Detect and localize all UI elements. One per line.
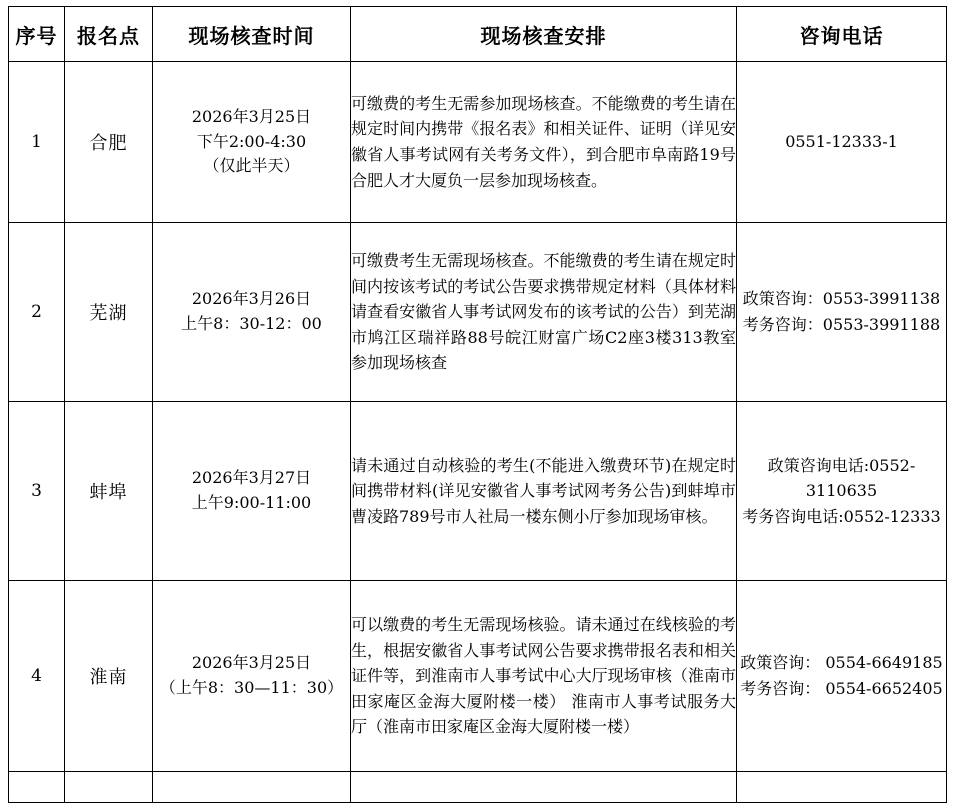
- cell-phone: [737, 402, 947, 581]
- cell-index: 2: [9, 223, 65, 402]
- column-header-index: 序号: [9, 7, 65, 62]
- onsite-verification-table: [8, 6, 947, 803]
- column-header-arrangement: 现场核查安排: [351, 7, 737, 62]
- cell-arrangement: 可缴费的考生无需参加现场核查。不能缴费的考生请在规定时间内携带《报名表》和相关证件、证明（详见安徽省人事考试网有关考务文件），到合肥市阜南路19号合肥人才大厦负一层参加现场核查。: [351, 62, 737, 223]
- phone-line: 考务咨询： 0554-6652405: [740, 679, 943, 698]
- phone-line: 政策咨询电话:0552-: [767, 455, 916, 475]
- cell-time: [153, 402, 351, 581]
- column-header-site: 报名点: [65, 7, 153, 62]
- cell-index: [9, 772, 65, 803]
- cell-arrangement: 可缴费考生无需现场核查。不能缴费的考生请在规定时间内按该考试的考试公告要求携带规定材料（具体材料请查看安徽省人事考试网发布的该考试的公告）到芜湖市鸠江区瑞祥路88号皖江财富广场C2座3楼313教室参加现场核查: [351, 223, 737, 402]
- cell-arrangement: [351, 772, 737, 803]
- cell-site: 蚌埠: [65, 402, 153, 581]
- phone-line: 考务咨询电话:0552-12333: [742, 506, 941, 526]
- cell-time: [153, 772, 351, 803]
- cell-time: [153, 62, 351, 223]
- time-line: 2026年3月25日: [191, 653, 312, 673]
- time-line: 下午2:00-4:30: [196, 131, 307, 151]
- cell-site: 芜湖: [65, 223, 153, 402]
- time-line: 上午8：30-12：00: [181, 314, 322, 333]
- table-row: [9, 402, 947, 581]
- time-line: 2026年3月27日: [191, 468, 312, 488]
- time-line: 2026年3月26日: [191, 289, 312, 309]
- table-row: [9, 581, 947, 772]
- cell-site: 淮南: [65, 581, 153, 772]
- table-row: [9, 772, 947, 803]
- table-body: [9, 62, 947, 803]
- cell-time: [153, 581, 351, 772]
- cell-site: 合肥: [65, 62, 153, 223]
- cell-phone: [737, 581, 947, 772]
- time-line: 上午9:00-11:00: [191, 493, 312, 512]
- phone-line: 政策咨询：0553-3991138: [742, 289, 941, 309]
- cell-index: 4: [9, 581, 65, 772]
- cell-arrangement: 请未通过自动核验的考生(不能进入缴费环节)在规定时间携带材料(详见安徽省人事考试网考务公告)到蚌埠市曹凌路789号市人社局一楼东侧小厅参加现场审核。: [351, 402, 737, 581]
- time-line: （上午8：30—11：30）: [159, 678, 344, 697]
- cell-phone: [737, 223, 947, 402]
- document-sheet: [0, 6, 968, 803]
- cell-phone: [737, 62, 947, 223]
- time-line: 2026年3月25日: [191, 106, 312, 126]
- phone-line: 3110635: [805, 481, 878, 501]
- header-row: [9, 7, 947, 62]
- phone-line: 政策咨询： 0554-6649185: [740, 653, 943, 673]
- time-line: （仅此半天）: [203, 156, 300, 176]
- phone-line: 0551-12333-1: [785, 132, 898, 152]
- phone-line: 考务咨询：0553-3991188: [742, 315, 941, 334]
- column-header-phone: 咨询电话: [737, 7, 947, 62]
- cell-time: [153, 223, 351, 402]
- cell-index: 3: [9, 402, 65, 581]
- table-row: [9, 223, 947, 402]
- cell-site: [65, 772, 153, 803]
- cell-index: 1: [9, 62, 65, 223]
- cell-arrangement: 可以缴费的考生无需现场核验。请未通过在线核验的考生，根据安徽省人事考试网公告要求携带报名表和相关证件等，到淮南市人事考试中心大厅现场审核（淮南市田家庵区金海大厦附楼一楼） 淮南市人事考试服务大厅（淮南市田家庵区金海大厦附楼一楼）: [351, 581, 737, 772]
- table-header: [9, 7, 947, 62]
- cell-phone: [737, 772, 947, 803]
- column-header-time: 现场核查时间: [153, 7, 351, 62]
- table-row: [9, 62, 947, 223]
